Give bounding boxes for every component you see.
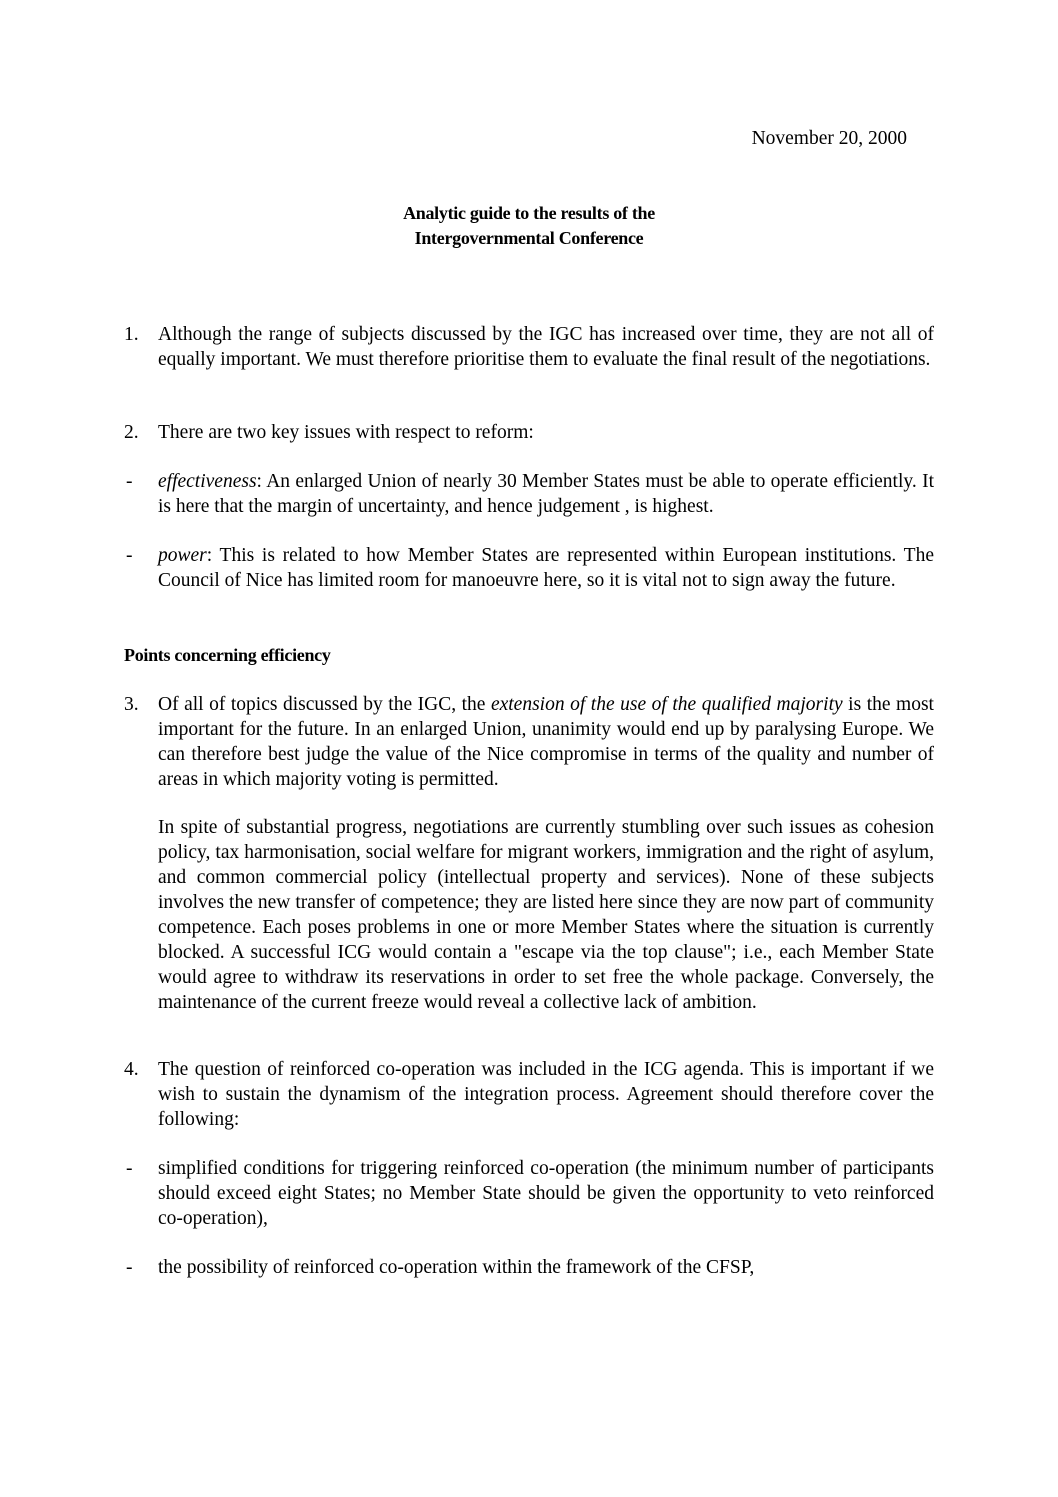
- item-number: 2.: [124, 422, 139, 443]
- item-text-after: is the most important for the future. In an enlarged Union, unanimity would end up by paralysing Europe. We can therefore best judge the value of the Nice compromise in terms of the quality and number of areas in which majority voting is permitted.: [158, 694, 934, 790]
- bullet-effectiveness: [124, 469, 934, 519]
- bullet-conditions: [124, 1156, 934, 1231]
- item-text-before: Of all of topics discussed by the IGC, the: [158, 694, 491, 715]
- title-line-2: Intergovernmental Conference: [414, 228, 644, 248]
- document-date: November 20, 2000: [751, 128, 907, 149]
- numbered-item-2: [124, 420, 934, 445]
- dash-marker: -: [126, 471, 133, 492]
- bullet-cfsp: [124, 1255, 934, 1280]
- bullet-text: : An enlarged Union of nearly 30 Member States must be able to operate efficiently. It is here that the margin of uncertainty, and hence judgement , is highest.: [158, 471, 934, 517]
- numbered-item-1: [124, 322, 934, 372]
- document-title: [0, 201, 1058, 251]
- bullet-text: : This is related to how Member States are represented within European institutions. The Council of Nice has limited room for manoeuvre here, so it is vital not to sign away the future.: [158, 545, 934, 591]
- section-heading: Points concerning efficiency: [124, 645, 331, 665]
- item-text: There are two key issues with respect to reform:: [158, 422, 534, 443]
- bullet-power: [124, 543, 934, 593]
- bullet-term: power: [158, 545, 207, 566]
- dash-marker: -: [126, 1257, 133, 1278]
- item-text: Although the range of subjects discussed by the IGC has increased over time, they are not all of equally important. We must therefore prioritise them to evaluate the final result of the negotiations.: [158, 324, 934, 370]
- dash-marker: -: [126, 545, 133, 566]
- numbered-item-4: [124, 1057, 934, 1132]
- item-text: The question of reinforced co-operation was included in the ICG agenda. This is important if we wish to sustain the dynamism of the integration process. Agreement should therefore cover the following:: [158, 1059, 934, 1130]
- paragraph-text: In spite of substantial progress, negotiations are currently stumbling over such issues as cohesion policy, tax harmonisation, social welfare for migrant workers, immigration and the right of asylum, and common commercial policy (intellectual property and services). None of these subjects involves the new transfer of competence; they are listed here since they are now part of community competence. Each poses problems in one or more Member States where the situation is currently blocked. A successful ICG would contain a "escape via the top clause"; i.e., each Member State would agree to withdraw its reservations in order to set free the whole package. Conversely, the maintenance of the current freeze would reveal a collective lack of ambition.: [158, 817, 934, 1013]
- item-number: 1.: [124, 324, 139, 345]
- bullet-text: the possibility of reinforced co-operation within the framework of the CFSP,: [158, 1257, 755, 1278]
- item-3-paragraph-2: [124, 815, 934, 1015]
- numbered-item-3: [124, 692, 934, 792]
- item-number: 3.: [124, 694, 139, 715]
- dash-marker: -: [126, 1158, 133, 1179]
- bullet-text: simplified conditions for triggering reinforced co-operation (the minimum number of participants should exceed eight States; no Member State should be given the opportunity to veto reinforced co-operation),: [158, 1158, 934, 1229]
- title-line-1: Analytic guide to the results of the: [403, 203, 655, 223]
- item-number: 4.: [124, 1059, 139, 1080]
- bullet-term: effectiveness: [158, 471, 257, 492]
- item-emphasis: extension of the use of the qualified majority: [490, 694, 843, 715]
